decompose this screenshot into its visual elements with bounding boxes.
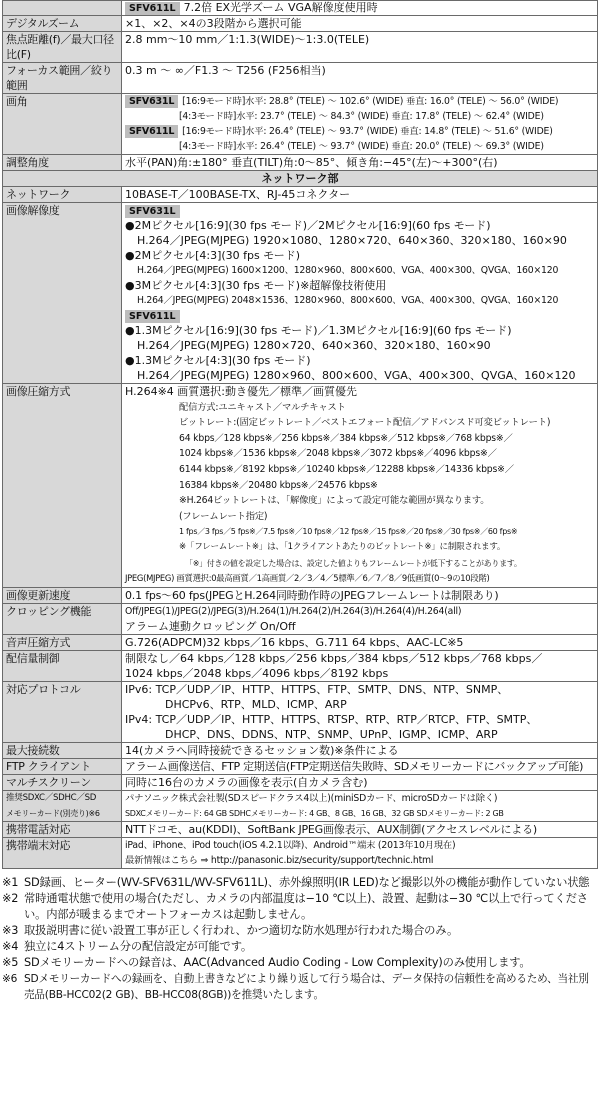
row-value: 10BASE-T／100BASE-TX、RJ-45コネクター [122,187,598,203]
row-label: 最大接続数 [3,742,122,758]
row-value: 0.3 m 〜 ∞／F1.3 〜 T256 (F256相当) [122,63,598,94]
row-label: ネットワーク [3,187,122,203]
row-value: G.726(ADPCM)32 kbps／16 kbps、G.711 64 kbps、AAC-LC※5 [122,634,598,650]
row-label: 画像更新速度 [3,587,122,603]
table-row: 画角 SFV631L [16:9モード時]水平: 28.8° (TELE) 〜 102.6° (WIDE) 垂直: 16.0° (TELE) 〜 56.0° (WIDE) [4:3モード時]水平: 23.7° (TELE) 〜 84.3° (WIDE) 垂直: 17.8° (TELE) 〜 62.4° (WIDE) SFV611L [16:9モード時]水平: 26.4° (TELE) 〜 93.7° (WIDE) 垂直: 14.8° (TELE) 〜 51.6° (WIDE) [4:3モード時]水平: 26.4° (TELE) 〜 93.7° (WIDE) 垂直: 20.0° (TELE) 〜 69.3° (WIDE) [3,94,598,155]
row-label: 携帯端末対応 [3,837,122,868]
support-link-text: 最新情報はこちら ⇒ http://panasonic.biz/security/support/technic.html [125,854,434,866]
row-value: 同時に16台のカメラの画像を表示(自カメラ含む) [122,774,598,790]
row-label: 音声圧縮方式 [3,634,122,650]
row-value: 水平(PAN)角:±180° 垂直(TILT)角:0〜85°、傾き角:−45°(左)〜+300°(右) [122,155,598,171]
table-row: クロッピング機能 Off/JPEG(1)/JPEG(2)/JPEG(3)/H.264(1)/H.264(2)/H.264(3)/H.264(4)/H.264(all) アラーム連動クロッピング On/Off [3,603,598,634]
table-row [3,63,598,94]
row-label: 対応プロトコル [3,681,122,742]
table-row [3,32,598,63]
row-label: 画像圧縮方式 [3,384,122,588]
row-value: アラーム画像送信、FTP 定期送信(FTP定期送信失敗時、SDメモリーカードにバックアップ可能) [122,758,598,774]
model-tag: SFV611L [125,125,178,138]
row-value: ×1、×2、×4の3段階から選択可能 [122,16,598,32]
footnote: ※6 SDメモリーカードへの録画を、自動上書きなどにより繰り返して行う場合は、データ保持の信頼性を高めるため、当社別売品(BB-HCC02(2 GB)、BB-HCC08(8GB))を推奨いたします。 [2,972,589,1001]
table-row [3,634,598,650]
table-row [3,774,598,790]
table-row: 画像解像度 SFV631L ●2Mピクセル[16:9](30 fps モード)／2Mピクセル[16:9](60 fps モード) H.264／JPEG(MJPEG) 1920×1080、1280×720、640×360、320×180、160×90 ●2Mピクセル[4:3](30 fps モード) H.264／JPEG(MJPEG) 1600×1200、1280×960、800×600、VGA、400×300、QVGA、160×120 ●3Mピクセル[4:3](30 fps モード)※超解像技術使用 H.264／JPEG(MJPEG) 2048×1536、1280×960、800×600、VGA、400×300、QVGA、160×120 SFV611L ●1.3Mピクセル[16:9](30 fps モード)／1.3Mピクセル[16:9](60 fps モード) H.264／JPEG(MJPEG) 1280×720、640×360、320×180、160×90 ●1.3Mピクセル[4:3](30 fps モード) H.264／JPEG(MJPEG) 1280×960、800×600、VGA、400×300、QVGA、160×120 [3,203,598,384]
table-row: 推奨SDXC／SDHC／SD メモリーカード(別売り)※6 パナソニック株式会社製(SDスピードクラス4以上)(miniSDカード、microSDカードは除く) SDXCメモリーカード: 64 GB SDHCメモリーカード: 4 GB、8 GB、16 GB、32 GB SDメモリーカード: 2 GB [3,790,598,821]
row-label: 推奨SDXC／SDHC／SD メモリーカード(別売り)※6 [3,790,122,821]
row-value: 14(カメラへ同時接続できるセッション数)※条件による [122,742,598,758]
row-label: 調整角度 [3,155,122,171]
footnote: ※1 SD録画、ヒーター(WV-SFV631L/WV-SFV611L)、赤外線照明(IR LED)など撮影以外の機能が動作していない状態 [2,875,590,889]
section-header: ネットワーク部 [3,171,598,187]
table-row: 画像圧縮方式 H.264※4 画質選択:動き優先／標準／画質優先 配信方式:ユニキャスト／マルチキャスト ビットレート:(固定ビットレート／ベストエフォート配信／アドバンスド可変ビットレート) 64 kbps／128 kbps※／256 kbps※／384 kbps※／512 kbps※／768 kbps※／ 1024 kbps※／1536 kbps※／2048 kbps※／3072 kbps※／4096 kbps※／ 6144 kbps※／8192 kbps※／10240 kbps※／12288 kbps※／14336 kbps※／ 16384 kbps※／20480 kbps※／24576 kbps※ ※H.264ビットレートは、「解像度」によって設定可能な範囲が異なります。 (フレームレート指定) 1 fps／3 fps／5 fps※／7.5 fps※／10 fps※／12 fps※／15 fps※／20 fps※／30 fps※／60 fps※ ※「フレームレート※」は、「1クライアントあたりのビットレート※」に制限されます。 「※」付きの値を設定した場合は、設定した値よりもフレームレートが低下することがあります。 JPEG(MJPEG) 画質選択:0最高画質／1高画質／2／3／4／5標準／6／7／8／9低画質(0〜9の10段階) [3,384,598,588]
table-row [3,821,598,837]
row-label: 配信量制御 [3,650,122,681]
table-row [3,758,598,774]
model-tag: SFV631L [125,205,180,218]
table-row [3,16,598,32]
table-row [3,1,598,16]
row-label: FTP クライアント [3,758,122,774]
table-row [3,155,598,171]
model-tag: SFV611L [125,310,180,323]
row-value: NTTドコモ、au(KDDI)、SoftBank JPEG画像表示、AUX制御(アクセスレベルによる) [122,821,598,837]
footnote: ※2 常時通電状態で使用の場合(ただし、カメラの内部温度は−10 ℃以上)、設置、起動は−30 ℃以上で行ってください。内部が暖まるまでオートフォーカスは起動しません。 [2,891,588,921]
table-row [3,587,598,603]
footnote: ※3 取扱説明書に従い設置工事が正しく行われ、かつ適切な防水処理が行われた場合のみ。 [2,923,459,937]
table-row: 携帯端末対応 iPad、iPhone、iPod touch(iOS 4.2.1以降)、Android™端末 (2013年10月現在) 最新情報はこちら ⇒ http://panasonic.biz/security/support/technic.html [3,837,598,868]
row-label: フォーカス範囲／絞り範囲 [3,63,122,94]
table-row: 配信量制御 制限なし／64 kbps／128 kbps／256 kbps／384 kbps／512 kbps／768 kbps／ 1024 kbps／2048 kbps／4096 kbps／8192 kbps [3,650,598,681]
section-header-row [3,171,598,187]
table-row: 対応プロトコル IPv6: TCP／UDP／IP、HTTP、HTTPS、FTP、SMTP、DNS、NTP、SNMP、 DHCPv6、RTP、MLD、ICMP、ARP IPv4: TCP／UDP／IP、HTTP、HTTPS、RTSP、RTP、RTP／RTCP、FTP、SMTP、 DHCP、DNS、DDNS、NTP、SNMP、UPnP、IGMP、ICMP、ARP [3,681,598,742]
row-label: マルチスクリーン [3,774,122,790]
row-value: 2.8 mm〜10 mm／1:1.3(WIDE)〜1:3.0(TELE) [122,32,598,63]
model-tag: SFV631L [125,95,178,108]
row-label: 焦点距離(f)／最大口径比(F) [3,32,122,63]
row-label: クロッピング機能 [3,603,122,634]
spec-table [2,0,598,869]
footnote: ※4 独立に4ストリーム分の配信設定が可能です。 [2,939,253,953]
row-label: 画角 [3,94,122,155]
row-label: 携帯電話対応 [3,821,122,837]
footnote: ※5 SDメモリーカードへの録音は、AAC(Advanced Audio Coding - Low Complexity)のみ使用します。 [2,955,531,969]
zoom-value: 7.2倍 EX光学ズーム VGA解像度使用時 [183,1,378,14]
table-row [3,742,598,758]
model-tag: SFV611L [125,2,180,15]
row-label: 画像解像度 [3,203,122,384]
table-row [3,187,598,203]
row-label: デジタルズーム [3,16,122,32]
row-value: 0.1 fps〜60 fps(JPEGとH.264同時動作時のJPEGフレームレートは制限あり) [122,587,598,603]
footnotes [2,875,598,1003]
